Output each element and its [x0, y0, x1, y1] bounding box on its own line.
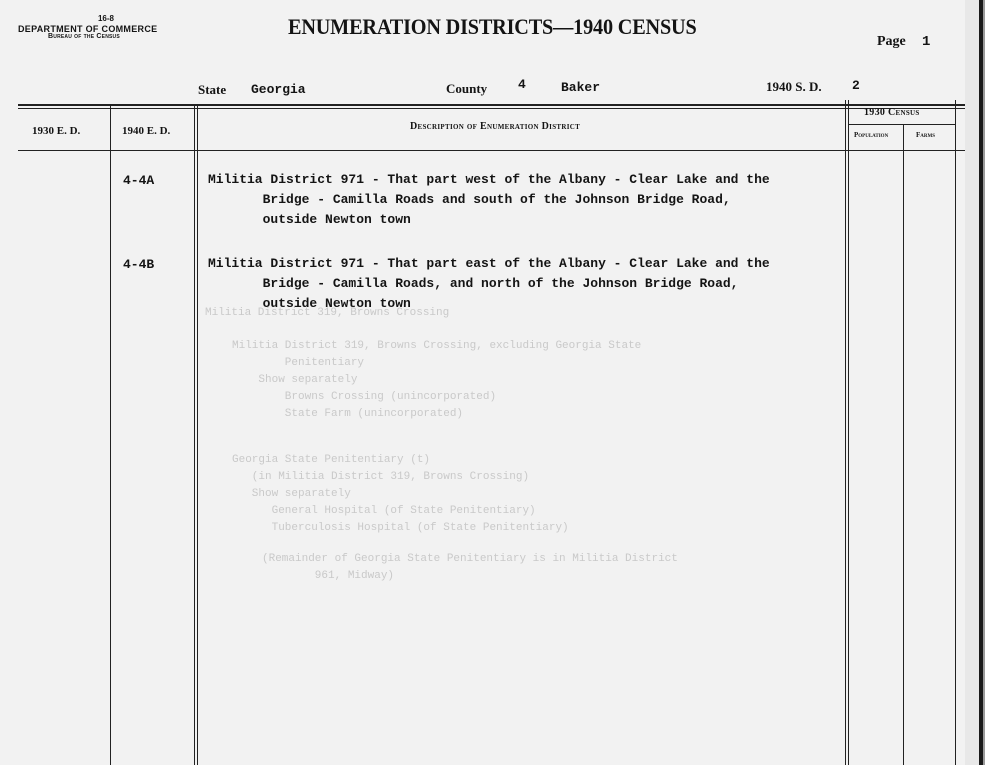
county-value: Baker [561, 80, 601, 95]
table-row-1940-ed: 4-4B [123, 257, 155, 272]
page-edge [965, 0, 985, 765]
county-number: 4 [518, 77, 526, 92]
state-label: State [198, 82, 227, 97]
header-bottom-rule [18, 150, 970, 151]
sd-label: 1940 S. D. [766, 79, 822, 94]
faint-text: (Remainder of Georgia State Penitentiary is in Militia District 961, Midway) [262, 553, 678, 582]
table-row-description: Militia District 971 - That part west of the Albany - Clear Lake and the Bridge - Camilla Roads and south of the Johnson Bridge Road, outside Newton town [208, 172, 770, 227]
page-title: ENUMERATION DISTRICTS—1940 CENSUS [288, 14, 697, 39]
state-value: Georgia [251, 82, 306, 97]
faint-text: Militia District 319, Browns Crossing, excluding Georgia State Penitentiary Show separately Browns Crossing (unincorporated) State Farm (unincorporated) [232, 340, 642, 420]
bureau-name: Bureau of the Census [48, 33, 120, 40]
table-top-rule [18, 104, 970, 106]
header-1940-ed: 1940 E. D. [122, 125, 171, 137]
sd-value: 2 [852, 78, 860, 93]
col-divider-desc-a [845, 100, 846, 765]
col-divider-desc-b [848, 100, 849, 765]
col-divider-1940-b [197, 104, 198, 765]
table-row-1940-ed: 4-4A [123, 173, 155, 188]
form-number: 16-8 [97, 14, 114, 23]
census-divider-rule [848, 124, 956, 125]
page-label: Page [877, 34, 906, 49]
header-description: Description of Enumeration District [410, 121, 581, 132]
faint-text: Georgia State Penitentiary (t) (in Militia District 319, Browns Crossing) Show separately General Hospital (of State Penitentiary) Tuberculosis Hospital (of State Penitentiary) [232, 454, 569, 534]
header-farms: Farms [916, 131, 935, 139]
col-divider-1940-a [194, 104, 195, 765]
col-divider-farms [955, 100, 956, 765]
department-name: DEPARTMENT OF COMMERCE [18, 24, 158, 34]
col-divider-1930 [110, 104, 111, 765]
table-top-rule-2 [18, 108, 970, 109]
county-label: County [446, 81, 488, 96]
header-1930-census: 1930 Census [864, 107, 920, 118]
header-1930-ed: 1930 E. D. [32, 125, 81, 137]
table-row-description: Militia District 971 - That part east of the Albany - Clear Lake and the Bridge - Camilla Roads, and north of the Johnson Bridge Road, outside Newton town [208, 256, 770, 311]
page-number: 1 [922, 34, 931, 50]
header-population: Population [854, 131, 889, 139]
col-divider-pop [903, 124, 904, 765]
faint-text: Militia District 319, Browns Crossing [205, 307, 450, 319]
